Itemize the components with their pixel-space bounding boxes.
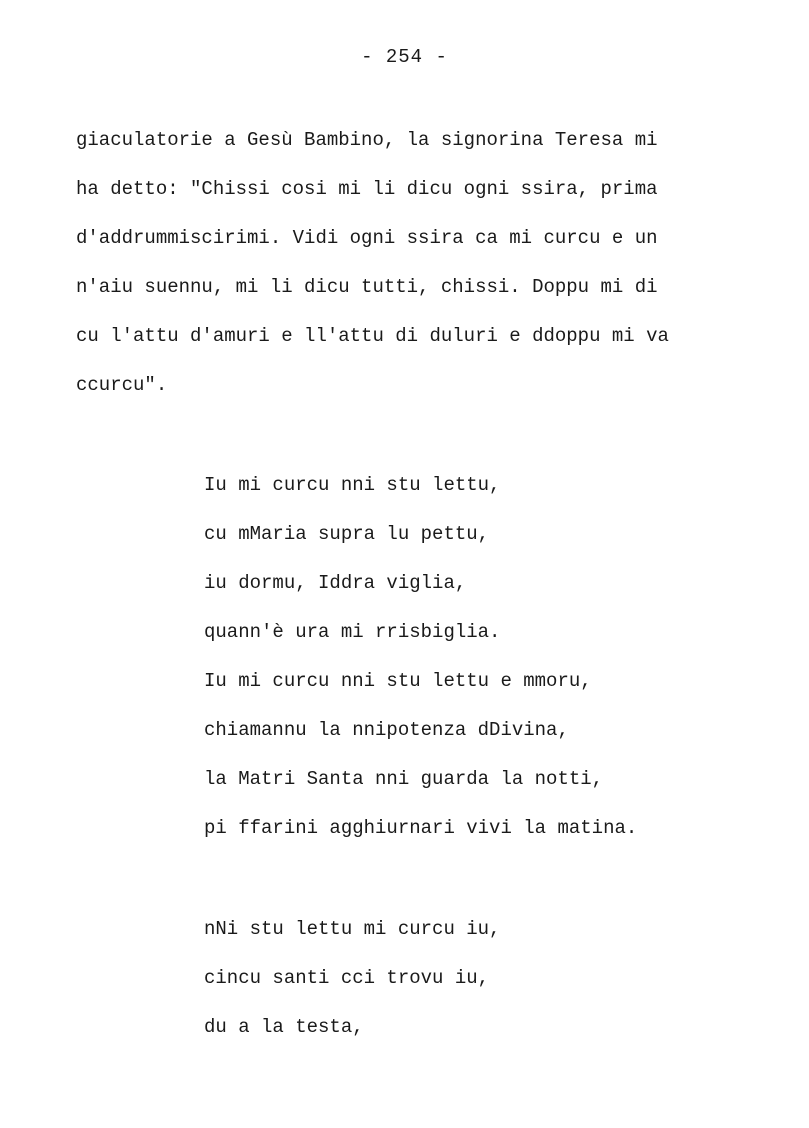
verse-line: du a la testa, [204, 1016, 364, 1038]
verse-line: cu mMaria supra lu pettu, [204, 523, 490, 545]
prose-line: ccurcu". [76, 374, 168, 396]
prose-line: giaculatorie a Gesù Bambino, la signorina Teresa mi [76, 129, 658, 151]
page-number: - 254 - [361, 46, 448, 68]
prose-line: d'addrummiscirimi. Vidi ogni ssira ca mi curcu e un [76, 227, 658, 249]
prose-line: cu l'attu d'amuri e ll'attu di duluri e ddoppu mi va [76, 325, 669, 347]
prose-line: n'aiu suennu, mi li dicu tutti, chissi. Doppu mi di [76, 276, 658, 298]
verse-line: pi ffarini agghiurnari vivi la matina. [204, 817, 638, 839]
verse-stanza-2 [204, 915, 764, 1062]
verse-line: nNi stu lettu mi curcu iu, [204, 918, 501, 940]
prose-line: ha detto: "Chissi cosi mi li dicu ogni ssira, prima [76, 178, 658, 200]
verse-line: quann'è ura mi rrisbiglia. [204, 621, 501, 643]
verse-line: la Matri Santa nni guarda la notti, [204, 768, 604, 790]
verse-line: cincu santi cci trovu iu, [204, 967, 490, 989]
verse-line: Iu mi curcu nni stu lettu, [204, 474, 501, 496]
prose-paragraph [76, 126, 756, 420]
verse-stanza-1 [204, 471, 764, 863]
verse-line: Iu mi curcu nni stu lettu e mmoru, [204, 670, 592, 692]
verse-line: chiamannu la nnipotenza dDivina, [204, 719, 569, 741]
verse-line: iu dormu, Iddra viglia, [204, 572, 467, 594]
